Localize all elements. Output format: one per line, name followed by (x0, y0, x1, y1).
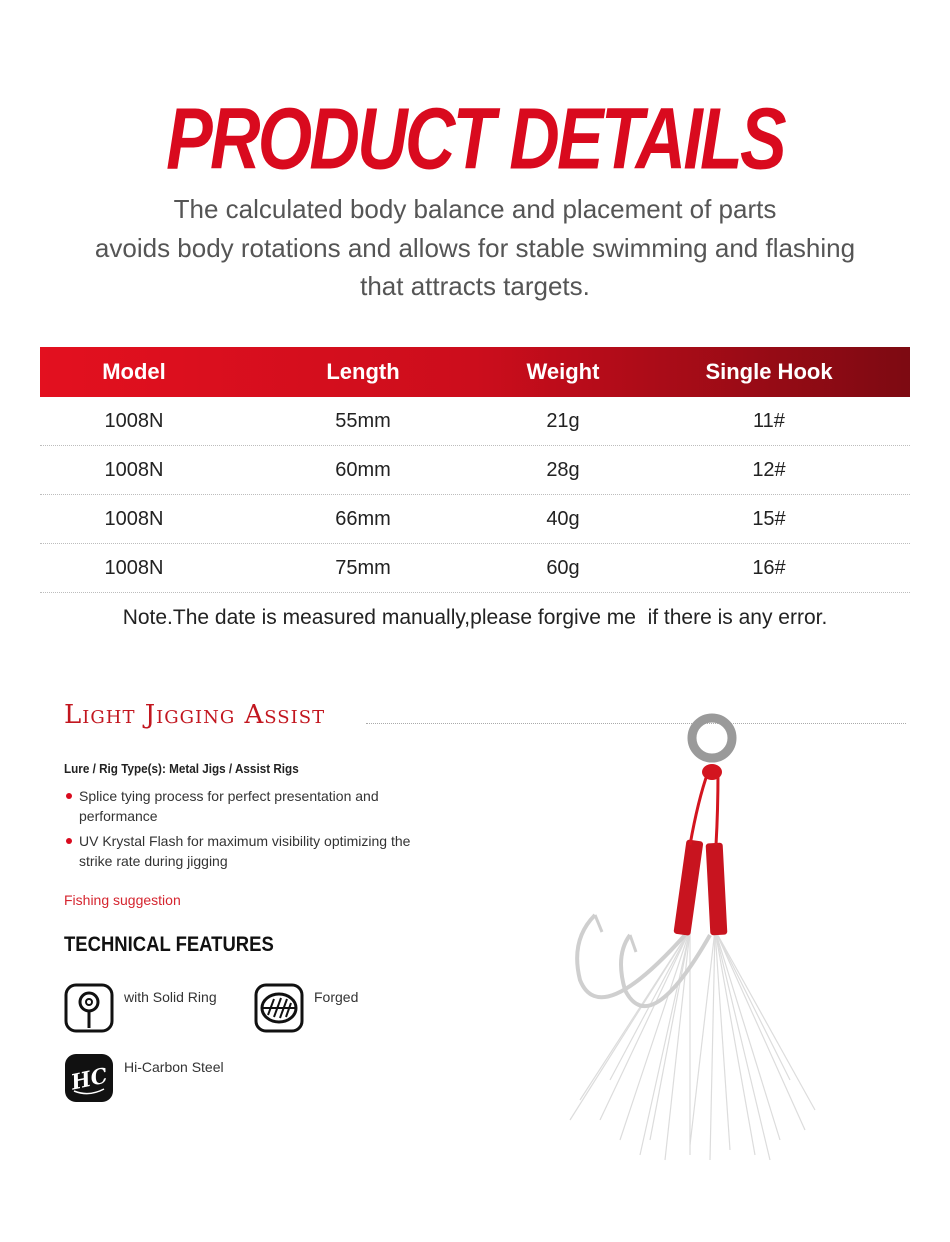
feature-hi-carbon (64, 1053, 224, 1103)
cell-model: 1008N (104, 458, 164, 481)
subtitle (0, 190, 950, 306)
table-row (40, 544, 910, 593)
cell-hook: 16# (752, 556, 786, 579)
cell-length: 55mm (335, 409, 391, 432)
cell-hook: 15# (752, 507, 786, 530)
cell-hook: 12# (752, 458, 786, 481)
cell-weight: 21g (546, 409, 580, 432)
fishing-suggestion-link[interactable]: Fishing suggestion (64, 892, 181, 908)
hook-left (577, 915, 685, 997)
thread-wrap-right (706, 843, 728, 936)
cell-model: 1008N (104, 556, 164, 579)
feature-label: Hi-Carbon Steel (124, 1059, 224, 1075)
column-header-weight: Weight (526, 359, 600, 384)
page-title: PRODUCT DETAILS (166, 90, 784, 188)
bullet-text: UV Krystal Flash for maximum visibility optimizing the strike rate during jigging (79, 833, 411, 869)
cell-length: 75mm (335, 556, 391, 579)
cell-model: 1008N (104, 507, 164, 530)
feature-label: with Solid Ring (124, 989, 217, 1005)
column-header-single-hook: Single Hook (705, 359, 833, 384)
assist-hook-image (540, 700, 840, 1170)
spec-table (40, 347, 910, 593)
bullet-dot-icon (66, 793, 72, 799)
bullet-text: Splice tying process for perfect presentation and performance (79, 788, 379, 824)
feature-forged (254, 983, 358, 1033)
feature-label: Forged (314, 989, 359, 1005)
subtitle-line: The calculated body balance and placement of parts (173, 194, 777, 224)
rig-type: Lure / Rig Type(s): Metal Jigs / Assist Rigs (64, 761, 299, 776)
knot (702, 764, 722, 780)
section-title: Light Jigging Assist (64, 700, 326, 730)
table-row (40, 446, 910, 495)
subtitle-line: that attracts targets. (360, 271, 590, 301)
column-header-length: Length (326, 359, 400, 384)
feature-bullets (64, 786, 424, 876)
feature-solid-ring (64, 983, 217, 1033)
cell-hook: 11# (753, 409, 785, 432)
thread-wrap-left (673, 839, 703, 935)
list-item (64, 786, 424, 826)
hi-carbon-icon-text: HC (68, 1062, 110, 1095)
table-header (40, 347, 910, 397)
forged-icon (254, 983, 304, 1033)
cell-weight: 60g (546, 556, 580, 579)
cell-model: 1008N (104, 409, 164, 432)
cell-weight: 28g (546, 458, 580, 481)
hi-carbon-icon (64, 1053, 114, 1103)
table-row (40, 495, 910, 544)
cell-weight: 40g (546, 507, 580, 530)
technical-features-title: TECHNICAL FEATURES (64, 933, 274, 956)
solid-ring (692, 718, 732, 758)
table-row (40, 397, 910, 446)
subtitle-line: avoids body rotations and allows for stable swimming and flashing (94, 232, 856, 263)
solid-ring-icon (64, 983, 114, 1033)
list-item (64, 831, 424, 871)
bullet-dot-icon (66, 838, 72, 844)
cell-length: 60mm (335, 458, 391, 481)
measurement-note: Note.The date is measured manually,please forgive me if there is any error. (122, 606, 828, 629)
column-header-model: Model (102, 359, 166, 384)
cell-length: 66mm (335, 507, 391, 530)
